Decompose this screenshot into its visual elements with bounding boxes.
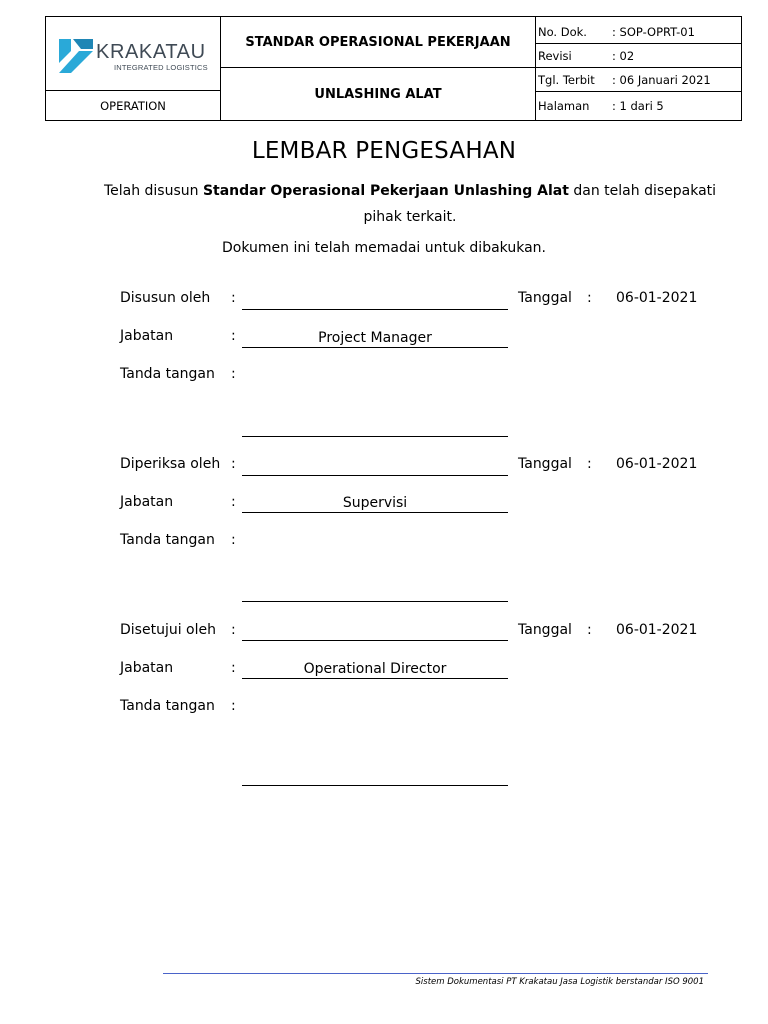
role-label: Disetujui oleh [120, 622, 216, 638]
footer-text: Sistem Dokumentasi PT Krakatau Jasa Logistik berstandar ISO 9001 [415, 977, 704, 987]
footer-divider [163, 973, 708, 974]
colon: : [231, 456, 236, 472]
position-label: Jabatan [120, 660, 174, 676]
date-value: 06-01-2021 [616, 456, 698, 472]
name-field[interactable] [242, 622, 508, 641]
meta-value: : 1 dari 5 [612, 99, 664, 113]
position-field[interactable]: Supervisi [242, 494, 508, 513]
intro-suffix: dan telah disepakati pihak terkait. [363, 183, 717, 225]
signature-label: Tanda tangan [120, 366, 215, 382]
intro-bold: Standar Operasional Pekerjaan Unlashing Alat [202, 183, 569, 199]
colon: : [587, 456, 592, 472]
colon: : [231, 622, 236, 638]
name-field[interactable] [242, 457, 508, 476]
intro-paragraph [90, 178, 730, 230]
colon: : [231, 660, 236, 676]
meta-value: : SOP-OPRT-01 [612, 25, 695, 39]
colon: : [231, 290, 236, 306]
position-label: Jabatan [120, 328, 174, 344]
name-field[interactable] [242, 291, 508, 310]
position-label: Jabatan [120, 494, 174, 510]
meta-row-doc-number [536, 19, 742, 43]
colon: : [231, 532, 236, 548]
signature-label: Tanda tangan [120, 698, 215, 714]
colon: : [587, 622, 592, 638]
meta-label: Revisi [538, 49, 572, 63]
signature-label: Tanda tangan [120, 532, 215, 548]
date-value: 06-01-2021 [616, 622, 698, 638]
meta-row-issue-date [536, 67, 742, 91]
meta-row-page [536, 93, 742, 117]
date-label: Tanggal [518, 456, 572, 472]
date-value: 06-01-2021 [616, 290, 698, 306]
colon: : [231, 494, 236, 510]
department-label: OPERATION [100, 99, 166, 113]
meta-label: No. Dok. [538, 25, 587, 39]
meta-value: : 06 Januari 2021 [612, 73, 711, 87]
header-divider [535, 91, 742, 92]
company-logo [46, 17, 220, 90]
signature-line[interactable] [242, 785, 508, 786]
intro-statement: Dokumen ini telah memadai untuk dibakukan. [222, 240, 546, 256]
signature-line[interactable] [242, 601, 508, 602]
colon: : [231, 698, 236, 714]
position-field[interactable]: Operational Director [242, 660, 508, 679]
meta-row-revision [536, 43, 742, 67]
role-label: Diperiksa oleh [120, 456, 221, 472]
colon: : [231, 328, 236, 344]
colon: : [231, 366, 236, 382]
colon: : [587, 290, 592, 306]
document-title: STANDAR OPERASIONAL PEKERJAAN [245, 34, 511, 50]
position-field[interactable]: Project Manager [242, 329, 508, 348]
page-title: LEMBAR PENGESAHAN [251, 138, 517, 164]
meta-label: Tgl. Terbit [538, 73, 595, 87]
intro-prefix: Telah disusun [103, 183, 203, 199]
logo-tagline: INTEGRATED LOGISTICS [114, 63, 208, 72]
krakatau-logo-icon [59, 39, 93, 73]
meta-value: : 02 [612, 49, 635, 63]
meta-label: Halaman [538, 99, 590, 113]
logo-wordmark: KRAKATAU [96, 41, 206, 63]
document-header-table [45, 16, 742, 121]
role-label: Disusun oleh [120, 290, 211, 306]
document-subtitle: UNLASHING ALAT [314, 87, 442, 102]
signature-line[interactable] [242, 436, 508, 437]
date-label: Tanggal [518, 290, 572, 306]
date-label: Tanggal [518, 622, 572, 638]
